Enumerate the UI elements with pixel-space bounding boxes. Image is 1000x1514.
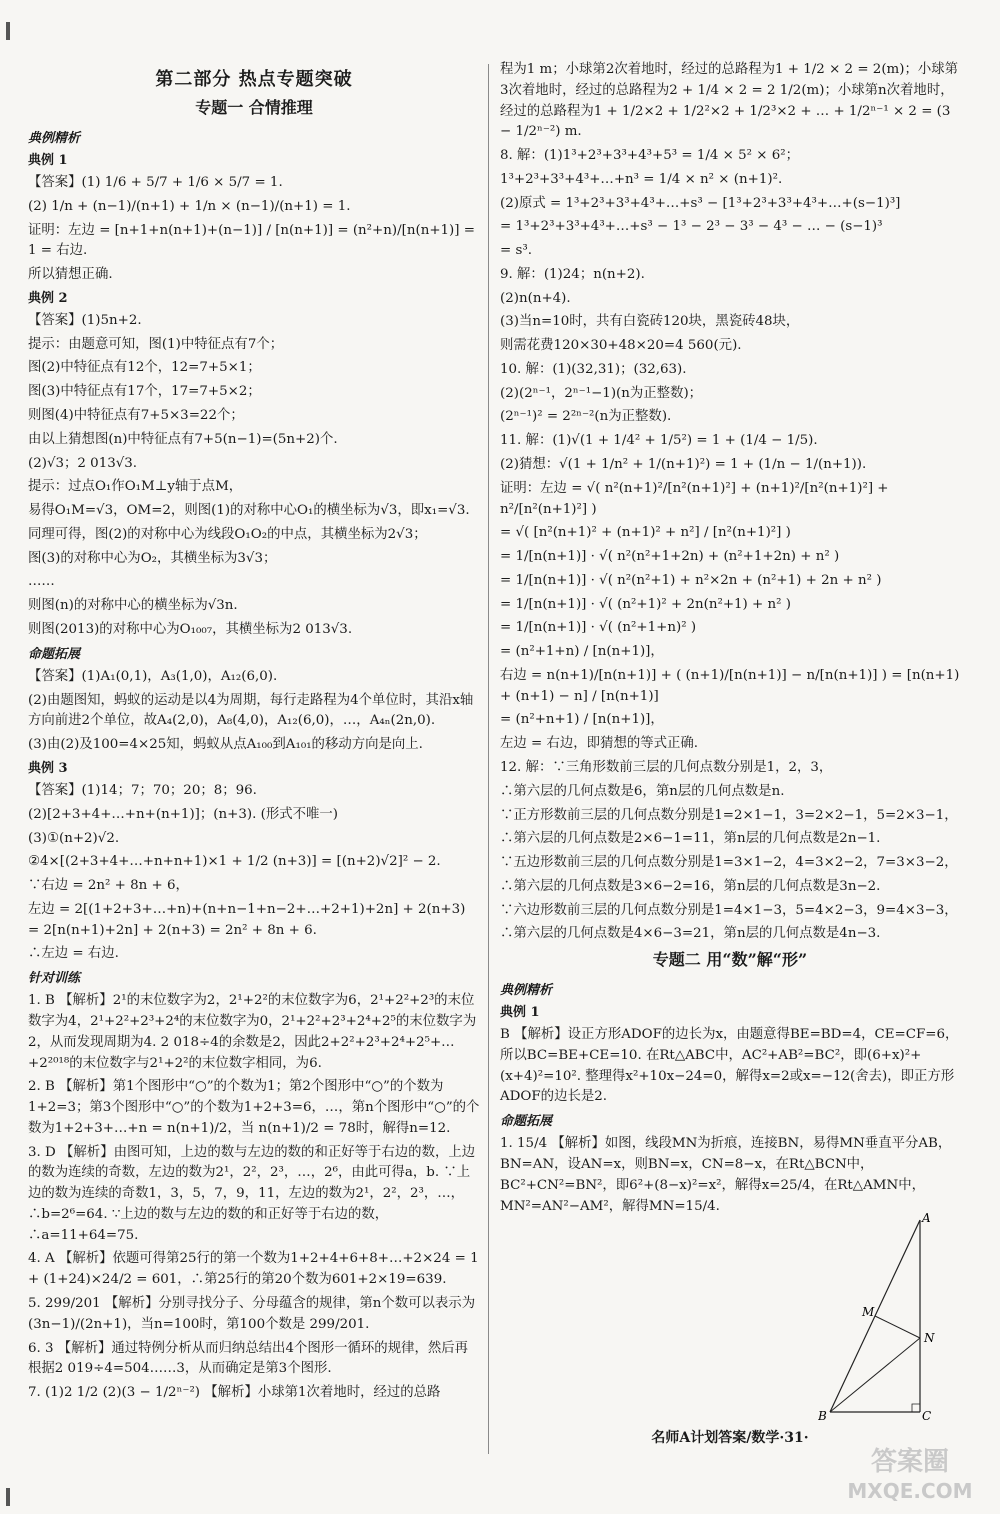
answer-paragraph: 所以猜想正确. (28, 267, 113, 283)
answer-paragraph: 9. 解：(1)24；n(n+2). (500, 266, 645, 282)
answer-paragraph: (2)√3；2 013√3. (28, 455, 138, 471)
watermark-line1: 答案圈 (870, 1447, 950, 1477)
answer-paragraph: 程为1 m；小球第2次着地时，经过的总路程为1 + 1/2 × 2 = 2(m)；小球第3次着地时，经过的总路程为2 + 1/4 × 2 = 2 1/2(m)；小球第n次着地时，经过的总路程为1 + 1/2×2 + 1/2²×2 + 1/2³×2 + … + 1/2ⁿ⁻¹ × 2 = (3 − 1/2ⁿ⁻²) m. (500, 62, 959, 140)
answer-paragraph: 图(3)的对称中心为O₂，其横坐标为3√3； (28, 550, 277, 566)
answer-paragraph: = s³. (500, 243, 532, 259)
part-title: 第二部分 热点专题突破 (155, 69, 353, 90)
answer-paragraph: (2)n(n+4). (500, 290, 571, 306)
answer-paragraph: 由以上猜想图(n)中特征点有7+5(n−1)=(5n+2)个. (28, 431, 338, 447)
page-footer: 名师A计划答案/数学·31· (651, 1430, 809, 1446)
right-column (500, 60, 960, 1220)
answer-paragraph: 证明：左边 = √( n²(n+1)²/[n²(n+1)²] + (n+1)²/[n²(n+1)²] + n²/[n²(n+1)²] ) (500, 480, 889, 517)
answer-paragraph: (2)猜想：√(1 + 1/n² + 1/(n+1)²) = 1 + (1/n − 1/(n+1)). (500, 457, 867, 473)
answer-paragraph: = 1/[n(n+1)] · √( n²(n²+1+2n) + (n²+1+2n) + n² ) (500, 549, 840, 565)
column-divider (488, 64, 489, 1454)
answer-paragraph: 【答案】(1)5n+2. (28, 312, 142, 328)
geometry-figure (818, 1212, 938, 1422)
label-n: N (924, 1331, 935, 1345)
answer-paragraph: 则图(n)的对称中心的横坐标为√3n. (28, 598, 238, 614)
left-column-body (28, 129, 480, 1404)
answer-paragraph: 易得O₁M=√3，OM=2，则图(1)的对称中心O₁的横坐标为√3，即x₁=√3. (28, 503, 470, 519)
answer-paragraph: ∴第六层的几何点数是4×6−3=21，第n层的几何点数是4n−3. (500, 926, 881, 942)
answer-paragraph: 12. 解：∵三角形数前三层的几何点数分别是1，2，3， (500, 759, 833, 775)
answer-paragraph: = (n²+1+n) / [n(n+1)]， (500, 644, 664, 660)
section-label: 典例精析 (500, 982, 553, 998)
answer-paragraph: 提示：由题意可知，图(1)中特征点有7个； (28, 336, 284, 352)
answer-paragraph: 8. 解：(1)1³+2³+3³+4³+5³ = 1/4 × 5² × 6²； (500, 148, 800, 164)
scan-mark (6, 1488, 10, 1506)
answer-paragraph: = 1/[n(n+1)] · √( (n²+1+n)² ) (500, 620, 697, 636)
answer-paragraph: ∴第六层的几何点数是3×6−2=16，第n层的几何点数是3n−2. (500, 878, 881, 894)
section-label: 针对训练 (28, 971, 81, 987)
answer-paragraph: (2)由题图知，蚂蚁的运动是以4为周期，每行走路程为4个单位时，其沿x轴方向前进2个单位，故A₄(2,0)，A₈(4,0)，A₁₂(6,0)，…，A₄ₙ(2n,0). (28, 692, 474, 729)
answer-paragraph: ∴第六层的几何点数是2×6−1=11，第n层的几何点数是2n−1. (500, 831, 881, 847)
answer-paragraph: 则需花费120×30+48×20=4 560(元). (500, 338, 742, 354)
answer-paragraph: (2) 1/n + (n−1)/(n+1) + 1/n × (n−1)/(n+1) = 1. (28, 198, 351, 214)
example-label: 典例 1 (500, 1005, 540, 1021)
answer-paragraph: 左边 = 右边，即猜想的等式正确. (500, 736, 699, 752)
answer-paragraph: ∵正方形数前三层的几何点数分别是1=2×1−1，3=2×2−1，5=2×3−1， (500, 807, 958, 823)
answer-paragraph: (3)当n=10时，共有白瓷砖120块，黑瓷砖48块， (500, 314, 800, 330)
label-c: C (922, 1409, 932, 1422)
answer-paragraph: 【答案】(1) 1/6 + 5/7 + 1/6 × 5/7 = 1. (28, 174, 283, 190)
answer-paragraph: 10. 解：(1)(32,31)；(32,63). (500, 361, 687, 377)
answer-paragraph: 图(3)中特征点有17个，17=7+5×2； (28, 384, 261, 400)
answer-paragraph: 1. 15/4 【解析】如图，线段MN为折痕，连接BN，易得MN垂直平分AB，BN=AN，设AN=x，则BN=x，CN=8−x，在Rt△BCN中，BC²+CN²=BN²，即6²+(8−x)²=x²，解得x=25/4，在Rt△AMN中，MN²=AN²−AM²，解得MN=15/4. (500, 1136, 952, 1214)
right-angle-mark (912, 1404, 920, 1412)
answer-paragraph: 5. 299/201 【解析】分别寻找分子、分母蕴含的规律，第n个数可以表示为 (3n−1)/(2n+1)，当n=100时，第100个数是 299/201. (28, 1295, 476, 1332)
answer-paragraph: 1. B 【解析】2¹的末位数字为2，2¹+2²的末位数字为6，2¹+2²+2³的末位数字为4，2¹+2²+2³+2⁴的末位数字为0，2¹+2²+2³+2⁴+2⁵的末位数字为2，从而发现周期为4. 2 018÷4的余数是2，因此2+2²+2³+2⁴+2⁵+…+2²⁰¹⁸的末位数字与2¹+2²的末位数字相同，为6. (28, 993, 477, 1071)
answer-paragraph: 【答案】(1)14；7；70；20；8；96. (28, 783, 257, 798)
answer-paragraph: (2)原式 = 1³+2³+3³+4³+…+s³ − [1³+2³+3³+4³+…+(s−1)³] (500, 195, 901, 211)
topic-title: 专题一 合情推理 (195, 97, 313, 117)
answer-paragraph: 1³+2³+3³+4³+…+n³ = 1/4 × n² × (n+1)². (500, 171, 783, 187)
label-a: A (922, 1212, 931, 1225)
answer-paragraph: 7. (1)2 1/2 (2)(3 − 1/2ⁿ⁻²) 【解析】小球第1次着地时，经过的总路 (28, 1385, 441, 1401)
answer-paragraph: 提示：过点O₁作O₁M⊥y轴于点M， (28, 479, 243, 495)
answer-paragraph: (2)[2+3+4+…+n+(n+1)]；(n+3). (形式不唯一) (28, 806, 339, 822)
answer-paragraph: ②4×[(2+3+4+…+n+n+1)×1 + 1/2 (n+3)] = [(n+2)√2]² − 2. (28, 854, 441, 870)
answer-paragraph: 2. B 【解析】第1个图形中“○”的个数为1；第2个图形中“○”的个数为1+2=3；第3个图形中“○”的个数为1+2+3=6，…，第n个图形中“○”的个数为1+2+3+…+n = n(n+1)/2，当 n(n+1)/2 = 78时，解得n=12. (28, 1079, 480, 1136)
answer-paragraph: 11. 解：(1)√(1 + 1/4² + 1/5²) = 1 + (1/4 − 1/5). (500, 433, 818, 449)
section-label: 典例精析 (28, 130, 81, 146)
answer-paragraph: ∵五边形数前三层的几何点数分别是1=3×1−2，4=3×2−2，7=3×3−2， (500, 855, 958, 871)
answer-paragraph: = (n²+n+1) / [n(n+1)]， (500, 712, 664, 728)
answer-paragraph: (3)由(2)及100=4×25知，蚂蚁从点A₁₀₀到A₁₀₁的移动方向是向上. (28, 737, 423, 753)
answer-paragraph: 3. D 【解析】由图可知，上边的数与左边的数的和正好等于右边的数，上边的数为连续的奇数，左边的数为2¹，2²，2³，…，2⁶，由此可得a，b. ∵上边的数为连续的奇数1，3，5，7，9，11，左边的数为2¹，2²，2³，…，∴b=2⁶=64. ∵上边的数与左边的数的和正好等于右边的数，∴a=11+64=75. (28, 1144, 476, 1243)
answer-paragraph: 证明：左边 = [n+1+n(n+1)+(n−1)] / [n(n+1)] = (n²+n)/[n(n+1)] = 1 = 右边. (28, 222, 475, 259)
answer-paragraph: 则图(4)中特征点有7+5×3=22个； (28, 408, 244, 423)
answer-paragraph: 左边 = 2[(1+2+3+…+n)+(n+n−1+n−2+…+2+1)+2n] + 2(n+3) = 2[n(n+1)+2n] + 2(n+3) = 2n² + 8n + 6. (28, 901, 466, 938)
example-label: 典例 2 (28, 290, 68, 306)
segment-mn (875, 1316, 920, 1338)
answer-paragraph: = √( [n²(n+1)² + (n+1)² + n²] / [n²(n+1)²] ) (500, 525, 791, 541)
example-label: 典例 3 (28, 760, 68, 776)
answer-paragraph: (3)①(n+2)√2. (28, 830, 120, 846)
answer-paragraph: …… (28, 574, 55, 590)
label-m: M (862, 1305, 875, 1319)
answer-paragraph: 4. A 【解析】依题可得第25行的第一个数为1+2+4+6+8+…+2×24 = 1 + (1+24)×24/2 = 601，∴第25行的第20个数为601+2×19=639. (28, 1251, 479, 1288)
answer-paragraph: ∵六边形数前三层的几何点数分别是1=4×1−3，5=4×2−3，9=4×3−3， (500, 902, 958, 918)
answer-paragraph: B 【解析】设正方形ADOF的边长为x，由题意得BE=BD=4，CE=CF=6，所以BC=BE+CE=10. 在Rt△ABC中，AC²+AB²=BC²，即(6+x)²+(x+4)²=10². 整理得x²+10x−24=0，解得x=2或x=−12(舍去)，即正方形ADOF的边长是2. (500, 1027, 959, 1105)
segment-bn (830, 1338, 920, 1412)
left-column (28, 60, 480, 1407)
scan-mark (6, 22, 10, 40)
watermark-line2: MXQE.COM (847, 1479, 973, 1503)
answer-paragraph: (2ⁿ⁻¹)² = 2²ⁿ⁻²(n为正整数). (500, 409, 672, 425)
section-label: 命题拓展 (28, 646, 81, 662)
watermark-logo (835, 1440, 985, 1506)
answer-paragraph: 图(2)中特征点有12个，12=7+5×1； (28, 360, 261, 376)
answer-paragraph: ∵右边 = 2n² + 8n + 6， (28, 878, 189, 894)
answer-paragraph: 【答案】(1)A₁(0,1)，A₃(1,0)，A₁₂(6,0). (28, 668, 278, 684)
label-b: B (818, 1409, 827, 1422)
answer-paragraph: = 1/[n(n+1)] · √( (n²+1)² + 2n(n²+1) + n² ) (500, 596, 791, 612)
answer-paragraph: 则图(2013)的对称中心为O₁₀₀₇，其横坐标为2 013√3. (28, 621, 353, 637)
example-label: 典例 1 (28, 152, 68, 168)
answer-paragraph: = 1³+2³+3³+4³+…+s³ − 1³ − 2³ − 3³ − 4³ − … − (s−1)³ (500, 219, 883, 235)
answer-paragraph: = 1/[n(n+1)] · √( n²(n²+1) + n²×2n + (n²+1) + 2n + n² ) (500, 572, 882, 588)
right-column-body (500, 60, 960, 1217)
answer-paragraph: (2)(2ⁿ⁻¹，2ⁿ⁻¹−1)(n为正整数)； (500, 385, 703, 401)
topic-title: 专题二 用“数”解“形” (652, 950, 808, 970)
section-label: 命题拓展 (500, 1114, 553, 1130)
answer-paragraph: 同理可得，图(2)的对称中心为线段O₁O₂的中点，其横坐标为2√3； (28, 526, 427, 542)
answer-paragraph: ∴左边 = 右边. (28, 946, 119, 962)
answer-paragraph: ∴第六层的几何点数是6，第n层的几何点数是n. (500, 783, 785, 799)
answer-paragraph: 右边 = n(n+1)/[n(n+1)] + ( (n+1)/[n(n+1)] − n/[n(n+1)] ) = [n(n+1) + (n+1) − n] / [n(n+1)] (500, 667, 960, 704)
answer-paragraph: 6. 3 【解析】通过特例分析从而归纳总结出4个图形一循环的规律，然后再根据2 019÷4=504……3，从而确定是第3个图形. (28, 1340, 469, 1377)
